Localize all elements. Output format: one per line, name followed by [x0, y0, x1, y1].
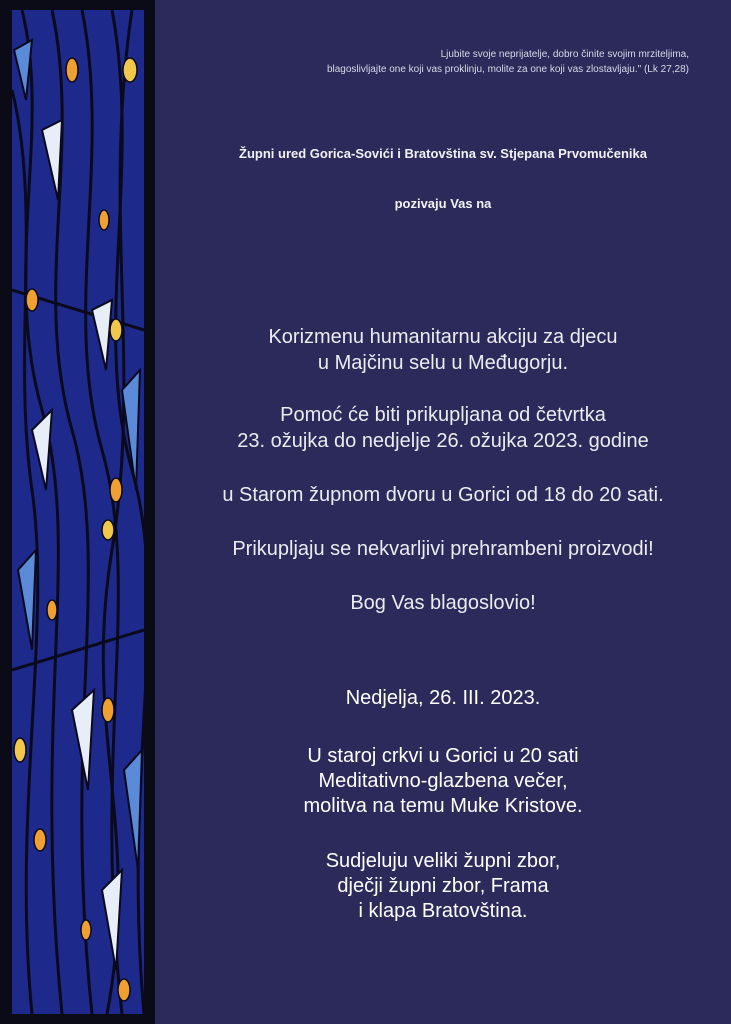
action-blessing: Bog Vas blagoslovio! [350, 592, 536, 614]
participants-line-1: Sudjeluju veliki župni zbor, [325, 850, 561, 872]
participants-line-3: i klapa Bratovština. [358, 900, 528, 922]
invitation-content [155, 0, 731, 1024]
event-line-1: U staroj crkvi u Gorici u 20 sati [307, 745, 579, 767]
action-title [155, 324, 731, 376]
participants-line-2: dječji župni zbor, Frama [337, 875, 549, 897]
action-dates-line-2: 23. ožujka do nedjelje 26. ožujka 2023. godine [237, 430, 649, 452]
stained-glass-image [12, 10, 144, 1014]
invite-heading: pozivaju Vas na [394, 196, 492, 211]
event-participants [155, 849, 731, 924]
stained-glass-frame [0, 0, 155, 1024]
event-line-2: Meditativno-glazbena večer, [318, 770, 568, 792]
action-dates-line-1: Pomoć će biti prikupljana od četvrtka [280, 404, 606, 426]
quote-line-2: blagoslivljajte one koji vas proklinju, molite za one koji vas zlostavljaju." (Lk 27,28) [326, 64, 689, 75]
event-date: Nedjelja, 26. III. 2023. [345, 687, 541, 709]
action-title-line-1: Korizmenu humanitarnu akciju za djecu [268, 326, 618, 348]
event-line-3: molitva na temu Muke Kristove. [303, 795, 583, 817]
quote-line-1: Ljubite svoje neprijatelje, dobro činite svojim mrziteljima, [440, 49, 689, 60]
action-items: Prikupljaju se nekvarljivi prehrambeni proizvodi! [232, 538, 654, 560]
stained-glass-art [12, 10, 144, 1014]
event-description [155, 744, 731, 819]
bible-quote [219, 47, 689, 77]
action-dates [155, 402, 731, 454]
action-title-line-2: u Majčinu selu u Međugorju. [317, 352, 569, 374]
action-place: u Starom župnom dvoru u Gorici od 18 do 20 sati. [222, 484, 664, 506]
organizers-heading: Župni ured Gorica-Sovići i Bratovština sv. Stjepana Prvomučenika [239, 146, 647, 161]
